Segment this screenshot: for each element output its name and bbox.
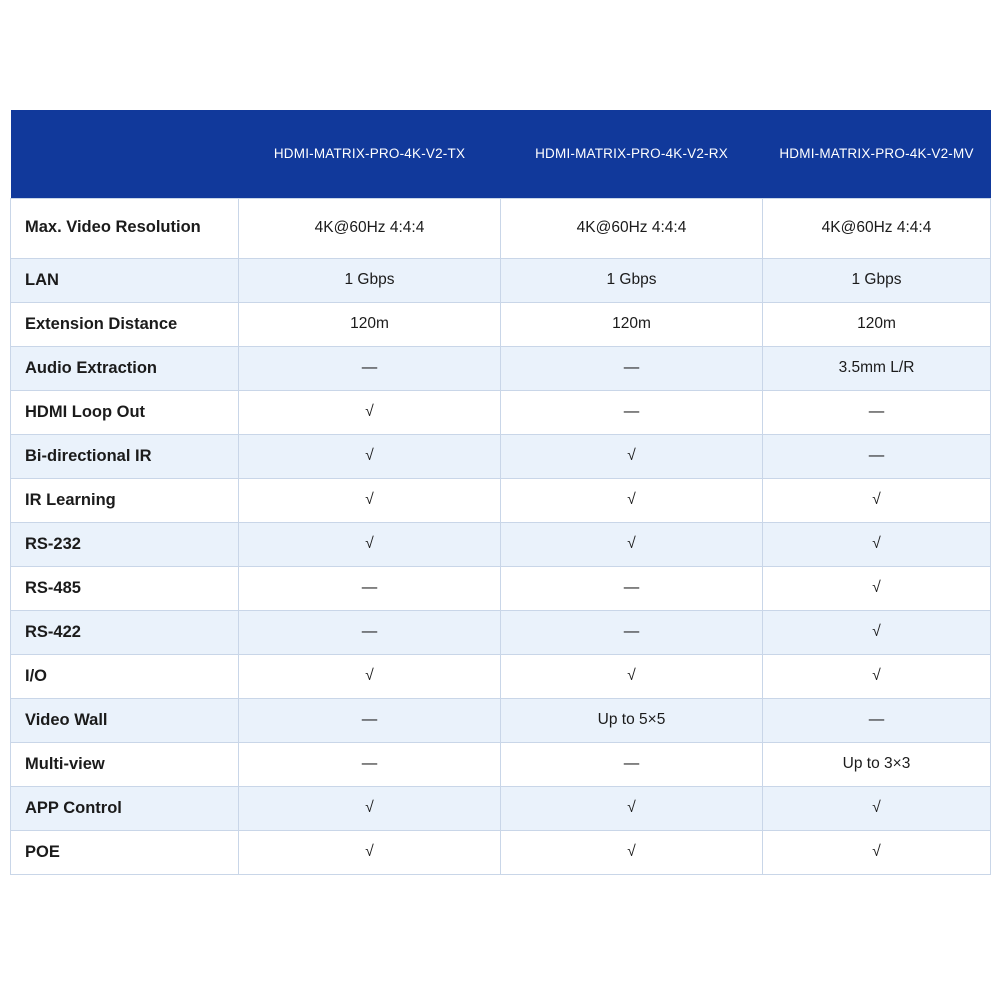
column-header-mv: HDMI-MATRIX-PRO-4K-V2-MV [763, 110, 991, 198]
table-row [11, 478, 991, 522]
row-label: Video Wall [11, 698, 239, 742]
table-row [11, 258, 991, 302]
row-value-rx: √ [501, 522, 763, 566]
row-value-mv: — [763, 698, 991, 742]
row-label: Audio Extraction [11, 346, 239, 390]
table-corner-cell [11, 110, 239, 198]
row-value-rx: — [501, 390, 763, 434]
row-value-tx: 4K@60Hz 4:4:4 [239, 198, 501, 258]
row-value-tx: √ [239, 390, 501, 434]
row-label: RS-232 [11, 522, 239, 566]
table-row [11, 698, 991, 742]
row-value-mv: √ [763, 566, 991, 610]
row-label: I/O [11, 654, 239, 698]
table-row [11, 654, 991, 698]
row-value-rx: √ [501, 654, 763, 698]
table-row [11, 346, 991, 390]
row-value-tx: √ [239, 434, 501, 478]
column-header-tx: HDMI-MATRIX-PRO-4K-V2-TX [239, 110, 501, 198]
table-row [11, 830, 991, 874]
table-row [11, 742, 991, 786]
row-label: Bi-directional IR [11, 434, 239, 478]
row-value-rx: — [501, 610, 763, 654]
row-value-mv: — [763, 390, 991, 434]
row-value-tx: √ [239, 830, 501, 874]
table-row [11, 522, 991, 566]
row-value-mv: — [763, 434, 991, 478]
row-value-rx: — [501, 566, 763, 610]
row-value-mv: 4K@60Hz 4:4:4 [763, 198, 991, 258]
row-value-rx: — [501, 346, 763, 390]
product-comparison-table [10, 110, 991, 875]
row-value-rx: √ [501, 434, 763, 478]
row-value-mv: √ [763, 786, 991, 830]
row-value-tx: √ [239, 654, 501, 698]
table-row [11, 566, 991, 610]
table-body [11, 198, 991, 874]
row-value-mv: 3.5mm L/R [763, 346, 991, 390]
row-value-tx: — [239, 566, 501, 610]
row-value-mv: √ [763, 478, 991, 522]
row-value-tx: — [239, 610, 501, 654]
table-row [11, 786, 991, 830]
row-value-rx: 1 Gbps [501, 258, 763, 302]
row-value-tx: 1 Gbps [239, 258, 501, 302]
table-header-row [11, 110, 991, 198]
spec-table-container [10, 110, 990, 875]
row-label: RS-485 [11, 566, 239, 610]
row-value-rx: 120m [501, 302, 763, 346]
row-value-rx: √ [501, 830, 763, 874]
row-value-mv: √ [763, 654, 991, 698]
row-value-mv: √ [763, 522, 991, 566]
row-value-rx: — [501, 742, 763, 786]
row-value-tx: √ [239, 786, 501, 830]
row-label: IR Learning [11, 478, 239, 522]
row-value-mv: 1 Gbps [763, 258, 991, 302]
row-label: RS-422 [11, 610, 239, 654]
row-value-tx: — [239, 742, 501, 786]
row-label: LAN [11, 258, 239, 302]
row-value-rx: 4K@60Hz 4:4:4 [501, 198, 763, 258]
row-value-tx: — [239, 698, 501, 742]
row-value-mv: √ [763, 610, 991, 654]
row-value-tx: √ [239, 478, 501, 522]
row-label: Multi-view [11, 742, 239, 786]
row-label: HDMI Loop Out [11, 390, 239, 434]
row-value-mv: Up to 3×3 [763, 742, 991, 786]
row-value-rx: Up to 5×5 [501, 698, 763, 742]
row-value-tx: √ [239, 522, 501, 566]
row-value-mv: √ [763, 830, 991, 874]
row-value-rx: √ [501, 786, 763, 830]
table-row [11, 198, 991, 258]
row-value-rx: √ [501, 478, 763, 522]
row-label: APP Control [11, 786, 239, 830]
column-header-rx: HDMI-MATRIX-PRO-4K-V2-RX [501, 110, 763, 198]
table-row [11, 390, 991, 434]
row-label: POE [11, 830, 239, 874]
table-row [11, 610, 991, 654]
row-value-tx: 120m [239, 302, 501, 346]
row-label: Extension Distance [11, 302, 239, 346]
row-label: Max. Video Resolution [11, 198, 239, 258]
row-value-tx: — [239, 346, 501, 390]
row-value-mv: 120m [763, 302, 991, 346]
table-row [11, 434, 991, 478]
table-header [11, 110, 991, 198]
table-row [11, 302, 991, 346]
